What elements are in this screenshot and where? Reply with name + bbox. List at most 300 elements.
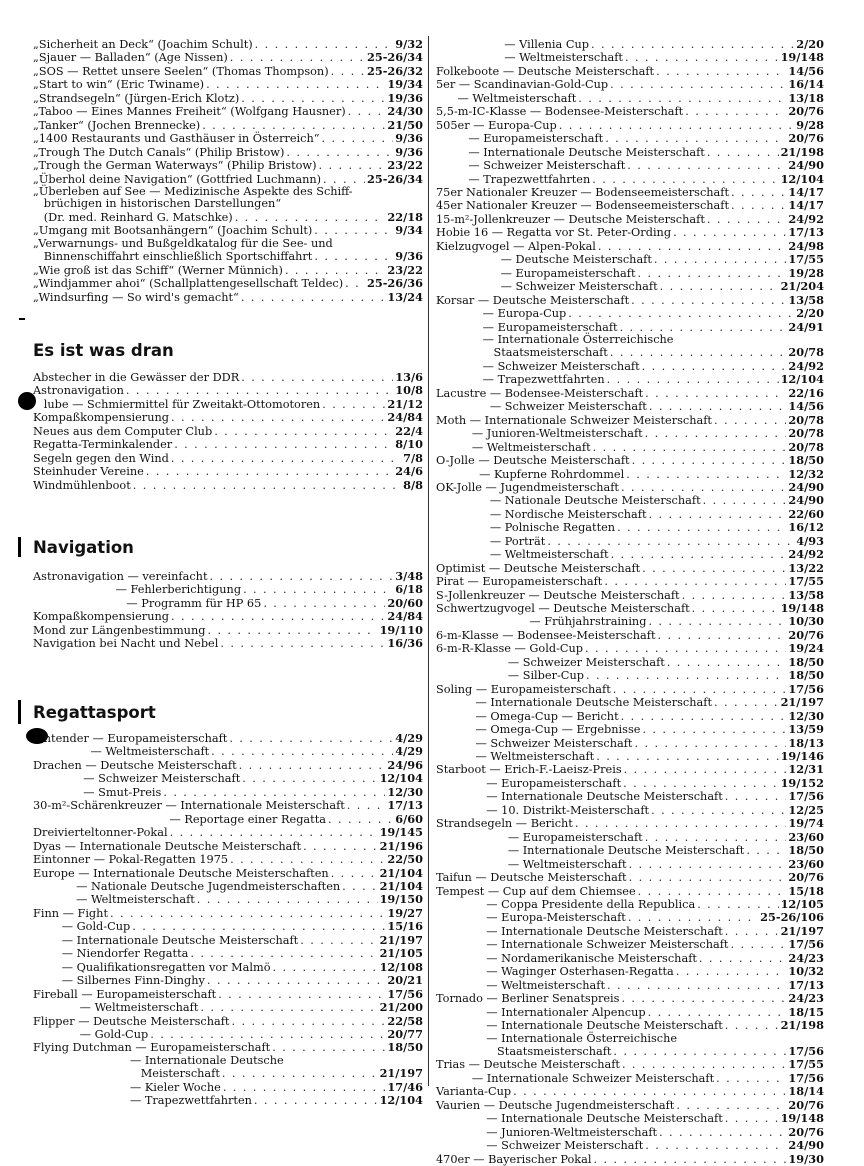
index-entry [33,610,423,623]
dot-leader [211,746,393,758]
entry-title: „Trough The Dutch Canals“ (Philip Bristow) [33,145,285,159]
index-entry [436,1019,824,1032]
entry-title: — Fehlerberichtigung [33,583,242,597]
dot-leader [731,187,786,199]
entry-title: — Internationale Deutsche [33,1053,284,1067]
right-column [436,38,824,1166]
index-entry [33,1055,423,1067]
index-entry [33,907,423,920]
index-entry [436,777,824,790]
index-entry [436,669,824,682]
index-entry [33,840,423,853]
section-regattasport [33,703,423,1108]
index-entry [436,844,824,857]
index-entry [33,799,423,812]
index-entry [436,1033,824,1045]
page-reference: 9/32 [395,37,423,51]
entry-title: Astronavigation [33,384,124,398]
page-reference: 24/96 [387,757,423,772]
index-entry [436,240,824,253]
entry-title: Vaurien — Deutsche Jugendmeisterschaft [436,1098,675,1112]
page-reference: 18/50 [788,843,824,858]
page-reference: 24/92 [788,358,824,373]
entry-title: — Nordische Meisterschaft [436,507,647,521]
index-entry [33,920,423,933]
dot-leader [605,133,786,145]
index-entry [436,911,824,924]
entry-title: — Europameisterschaft [436,830,643,844]
dot-leader [631,295,786,307]
entry-title: — Nationale Deutsche Jugendmeisterschaften [33,879,341,893]
page-reference: 25-26/32 [367,63,423,78]
page-reference: 3/48 [395,569,423,583]
entry-title: Starboot — Erich-F.-Laeisz-Preis [436,763,622,777]
dot-leader [235,212,386,224]
dot-leader [239,760,386,772]
page-reference: 20/78 [788,412,824,427]
dot-leader [607,374,779,386]
entry-title: „Tanker“ (Jochen Brennecke) [33,118,201,132]
dot-leader [241,372,393,384]
page-reference: 10/8 [395,383,423,398]
index-entry [33,583,423,596]
index-entry [436,119,824,132]
entry-title: Europe — Internationale Deutsche Meisterschaften [33,866,329,880]
entry-title: — Silbernes Finn-Dinghy [33,974,205,988]
page-reference: 14/17 [788,184,824,199]
page-reference: 2/20 [796,306,824,321]
page-reference: 13/24 [387,289,423,304]
dot-leader [578,93,786,105]
dot-leader [632,455,787,467]
index-entry [436,494,824,507]
dot-leader [220,638,385,650]
page-reference: 9/28 [796,117,824,132]
page-reference: 21/197 [780,695,824,710]
page-reference: 4/29 [395,731,423,745]
dot-leader [649,401,787,413]
dot-leader [725,1113,779,1125]
entry-title: — Internationale Deutsche Meisterschaft [436,844,745,858]
dot-leader [132,921,385,933]
page-reference: 22/18 [387,209,423,224]
index-entry [33,732,423,745]
index-entry [436,562,824,575]
entry-title: — Frühjahrstraining [436,615,647,629]
page-reference: 24/90 [788,1138,824,1153]
entry-title: 30-m²-Schärenkreuzer — Internationale Meisterschaft [33,799,345,813]
entry-title: — Omega-Cup — Ergebnisse [436,723,641,737]
page-reference: 17/55 [788,574,824,589]
index-entry [436,602,824,615]
section-heading: Regattasport [33,703,156,722]
entry-title: „Strandsegeln“ (Jürgen-Erich Klotz) [33,91,240,105]
index-entry [436,294,824,307]
entry-title: Neues aus dem Computer Club [33,424,213,438]
index-entry [33,173,423,186]
page-reference: 19/148 [780,50,824,65]
page-reference: 21/104 [379,865,423,880]
dot-leader [610,347,787,359]
entry-title: — Schweizer Meisterschaft [436,280,658,294]
dot-leader [627,160,786,172]
page-reference: 12/104 [379,1093,423,1108]
index-entry [436,253,824,266]
index-entry [33,880,423,893]
dot-leader [676,1100,786,1112]
page-reference: 12/30 [387,784,423,799]
page-reference: 24/30 [387,104,423,119]
index-entry [33,1067,423,1080]
page-reference: 24/92 [788,547,824,562]
page-reference: 12/30 [788,708,824,723]
page-reference: 19/146 [780,749,824,764]
dot-leader [707,214,787,226]
index-entry [436,723,824,736]
index-entry [436,710,824,723]
dot-leader [714,415,786,427]
section-list [33,732,423,1108]
page-reference: 19/145 [379,825,423,840]
index-entry [33,759,423,772]
dot-leader [190,948,377,960]
page-reference: 22/58 [387,1013,423,1028]
dot-leader [725,1020,779,1032]
index-entry [436,38,824,51]
entry-title: — Internationale Österreichische [436,332,674,346]
dot-leader [214,426,393,438]
page-reference: 21/197 [379,932,423,947]
entry-title: O-Jolle — Deutsche Meisterschaft [436,454,630,468]
entry-title: Dreivierteltonner-Pokal [33,826,168,840]
page-reference: 19/24 [788,641,824,656]
index-entry [436,858,824,871]
page-reference: 19/28 [788,265,824,280]
page-reference: 6/60 [395,811,423,826]
section-list [33,570,423,651]
dot-leader [642,724,786,736]
entry-title: — Schweizer Meisterschaft [436,1139,644,1153]
index-entry [436,1006,824,1019]
entry-title: — Omega-Cup — Bericht [436,709,619,723]
entry-title: — Trapezwettfahrten [436,373,605,387]
dot-leader [656,66,786,78]
dot-leader [331,66,365,78]
page-reference: 17/55 [788,1057,824,1072]
dot-leader [598,241,787,253]
page-reference: 16/36 [387,636,423,651]
index-entry [33,934,423,947]
page-reference: 16/12 [788,520,824,535]
index-entry [436,173,824,186]
index-entry [436,1099,824,1112]
index-entry [436,387,824,400]
index-entry [436,696,824,709]
page-reference: 12/32 [788,466,824,481]
dot-leader [171,611,385,623]
entry-title: S-Jollenkreuzer — Deutsche Meisterschaft [436,588,680,602]
page-reference: 21/105 [379,946,423,961]
entry-title: — Internationaler Alpencup [436,1005,646,1019]
entry-title: — Europameisterschaft [436,132,604,146]
dot-leader [682,590,787,602]
page-reference: 20/78 [788,426,824,441]
page-reference: 21/196 [379,838,423,853]
index-entry [436,952,824,965]
page-reference: 17/46 [387,1079,423,1094]
page-reference: 17/56 [788,681,824,696]
dot-leader [714,697,779,709]
index-entry [436,831,824,844]
page-reference: 20/78 [788,439,824,454]
entry-title: 5er — Scandinavian-Gold-Cup [436,78,609,92]
page-reference: 4/93 [796,533,824,548]
entry-title: Staatsmeisterschaft [436,1044,612,1058]
dot-leader [568,308,794,320]
entry-title: „Überhol deine Navigation“ (Gottfried Luchmann) [33,172,322,186]
entry-title: — Weltmeisterschaft [436,750,595,764]
entry-title: — Programm für HP 65 [33,596,262,610]
index-entry [33,92,423,105]
entry-title: Taifun — Deutsche Meisterschaft [436,871,627,885]
entry-title: — Internationale Deutsche Meisterschaft [436,1019,723,1033]
index-entry [436,213,824,226]
index-entry [436,280,824,293]
page-reference: 21/198 [780,1018,824,1033]
entry-title: — Deutsche Meisterschaft [436,253,652,267]
page-reference: 12/25 [788,802,824,817]
entry-title: — Niendorfer Regatta [33,947,189,961]
index-entry [33,224,423,237]
page-reference: 23/60 [788,829,824,844]
index-entry [33,961,423,974]
page-reference: 15/18 [788,883,824,898]
entry-title: — Europameisterschaft [436,776,622,790]
dot-leader [645,388,786,400]
entry-title: Kielzugvogel — Alpen-Pokal [436,239,596,253]
index-entry [33,947,423,960]
entry-title: Korsar — Deutsche Meisterschaft [436,293,630,307]
page-reference: 20/76 [788,870,824,885]
entry-title: — Europameisterschaft [436,266,636,280]
page-reference: 21/197 [780,923,824,938]
entry-title: Finn — Fight [33,906,108,920]
dot-leader [607,980,786,992]
index-entry [33,597,423,610]
page-reference: 14/56 [788,399,824,414]
dot-leader [110,908,385,920]
dot-leader [667,657,787,669]
page-reference: 24/90 [788,479,824,494]
dot-leader [218,989,385,1001]
dot-leader [731,200,786,212]
index-entry [33,853,423,866]
page-reference: 13/58 [788,587,824,602]
dot-leader [272,1042,385,1054]
section-es-ist-was-dran [33,341,423,492]
dot-leader [207,625,377,637]
entry-title: Kompaßkompensierung [33,610,169,624]
dot-leader [230,52,365,64]
page-reference: 21/204 [780,279,824,294]
dot-leader [223,1082,386,1094]
page-reference: 25-26/34 [367,171,423,186]
index-entry [436,414,824,427]
entry-title: „SOS — Rettet unsere Seelen“ (Thomas Thompson) [33,64,329,78]
dot-leader [610,79,786,91]
page-reference: 13/18 [788,90,824,105]
dot-leader [209,571,393,583]
entry-title: — Reportage einer Regatta [33,812,326,826]
entry-title: — Silber-Cup [436,669,584,683]
entry-title: — Internationale Deutsche Meisterschaft [436,1112,723,1126]
dot-leader [303,841,378,853]
section-heading: Navigation [33,538,134,557]
entry-title: — Internationale Deutsche Meisterschaft [436,696,712,710]
dot-leader [746,845,786,857]
entry-title: Flipper — Deutsche Meisterschaft [33,1014,230,1028]
index-entry [33,65,423,78]
entry-title: — Schweizer Meisterschaft [436,159,626,173]
dot-leader [322,133,394,145]
entry-title: — Kieler Woche [33,1080,221,1094]
entry-title: „Sjauer — Balladen“ (Age Nissen) [33,51,228,65]
dot-leader [345,278,365,290]
index-entry [436,1112,824,1125]
index-entry [436,589,824,602]
index-entry [33,384,423,397]
page-reference: 8/8 [403,477,423,492]
entry-title: Schwertzugvogel — Deutsche Meisterschaft [436,602,690,616]
index-entry [436,1058,824,1071]
dot-leader [629,872,787,884]
page-reference: 12/104 [780,372,824,387]
index-entry [33,1028,423,1041]
index-entry [436,750,824,763]
dot-leader [624,764,787,776]
entry-title: — Weltmeisterschaft [436,548,609,562]
index-entry [33,146,423,159]
index-entry [436,615,824,628]
page-reference: 17/13 [788,977,824,992]
dot-leader [150,1029,385,1041]
entry-title: — Weltmeisterschaft [33,745,210,759]
page-reference: 18/50 [788,654,824,669]
index-entry [436,898,824,911]
entry-title: „Windsurfing — So wird's gemacht“ [33,290,239,304]
index-entry [33,438,423,451]
page-reference: 19/152 [780,775,824,790]
entry-title: 470er — Bayerischer Pokal [436,1152,592,1166]
index-entry [33,371,423,384]
index-entry [436,321,824,334]
entry-title: — Gold-Cup [33,920,131,934]
index-entry [33,277,423,290]
entry-title: — Porträt [436,534,546,548]
index-entry [33,211,423,224]
entry-title: „Umgang mit Bootsanhängern“ (Joachim Schult) [33,224,313,238]
dot-leader [586,670,786,682]
dot-leader [676,966,787,978]
page-reference: 18/15 [788,1004,824,1019]
dot-leader [629,859,787,871]
page-reference: 17/13 [788,225,824,240]
entry-title: OK-Jolle — Jugendmeisterschaft [436,480,619,494]
page-reference: 17/55 [788,252,824,267]
entry-title: — Junioren-Weltmeisterschaft [436,427,643,441]
page-reference: 18/13 [788,735,824,750]
entry-title: Tornado — Berliner Senatspreis [436,992,620,1006]
dot-leader [716,1073,786,1085]
page-reference: 21/198 [780,144,824,159]
page-reference: 19/148 [780,1111,824,1126]
page-reference: 21/200 [379,1000,423,1015]
dot-leader [596,751,778,763]
dot-leader [206,79,385,91]
entry-title: — Schweizer Meisterschaft [33,772,241,786]
index-entry [436,790,824,803]
page-reference: 9/36 [395,249,423,264]
entry-title: Soling — Europameisterschaft [436,682,611,696]
index-entry [33,132,423,145]
section-heading: Es ist was dran [33,341,174,360]
page-reference: 17/56 [788,1070,824,1085]
dot-leader [229,733,393,745]
page-reference: 24/91 [788,319,824,334]
page-reference: 9/34 [395,223,423,238]
entry-title: — Waginger Osterhasen-Regatta [436,965,674,979]
dot-leader [241,292,386,304]
regattasport-continued-list [436,38,824,1166]
entry-title: — Trapezwettfahrten [33,1094,252,1108]
dot-leader [685,106,786,118]
dot-leader [230,854,385,866]
dot-leader [628,912,758,924]
entry-title: „Start to win“ (Eric Twiname) [33,78,205,92]
entry-title: 75er Nationaler Kreuzer — Bodenseemeisterschaft [436,185,729,199]
dot-leader [642,563,786,575]
page-reference: 24/90 [788,493,824,508]
index-entry [436,159,824,172]
entry-title: Hobie 16 — Regatta vor St. Peter-Ording [436,226,672,240]
dot-leader [241,93,385,105]
page-reference: 19/30 [788,1151,824,1166]
page-reference: 22/50 [387,852,423,867]
dot-leader [591,39,794,51]
index-entry [33,772,423,785]
dot-leader [222,1068,378,1080]
index-entry [436,373,824,386]
entry-title: 6-m-R-Klasse — Gold-Cup [436,642,584,656]
index-entry [33,1015,423,1028]
dot-leader [707,147,779,159]
dot-leader [314,225,393,237]
dot-leader [202,120,385,132]
index-entry [436,871,824,884]
index-entry [436,656,824,669]
dot-leader [703,495,787,507]
dot-leader [592,174,778,186]
entry-title: Flying Dutchman — Europameisterschaft [33,1041,271,1055]
dot-leader [658,630,787,642]
page-reference: 19/150 [379,892,423,907]
entry-title: — Internationale Deutsche Meisterschaft [436,145,705,159]
page-reference: 19/148 [780,601,824,616]
index-entry [33,637,423,650]
index-entry [436,78,824,91]
entry-title: Segeln gegen den Wind [33,451,169,465]
entry-title: Folkeboote — Deutsche Meisterschaft [436,64,655,78]
